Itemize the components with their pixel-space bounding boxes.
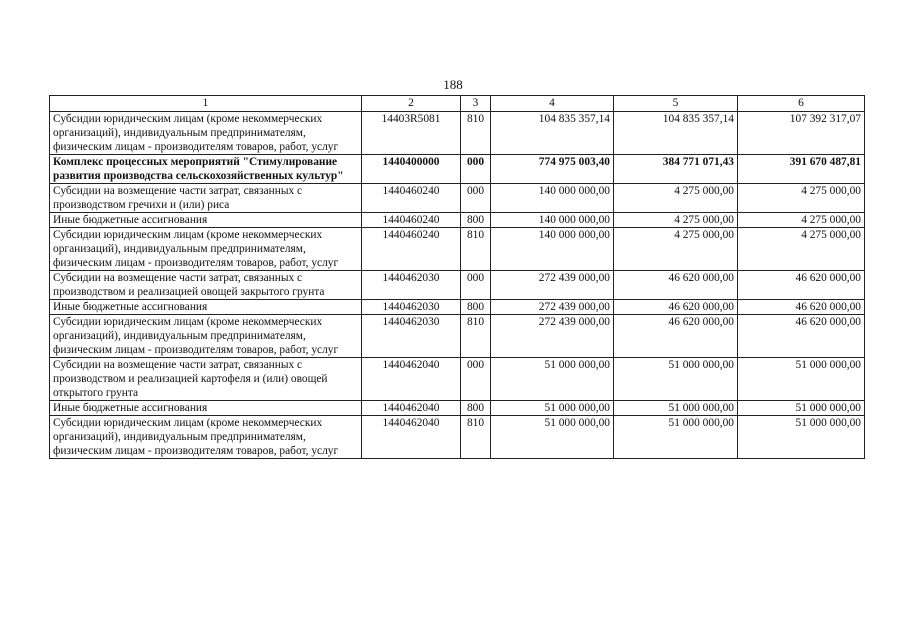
- row-expense-type: 000: [461, 184, 491, 213]
- row-code: 1440460240: [362, 228, 461, 271]
- row-amount-3: 51 000 000,00: [738, 358, 865, 401]
- table-row: [50, 184, 865, 213]
- row-amount-3: 107 392 317,07: [738, 112, 865, 155]
- page-number: 188: [443, 77, 463, 92]
- row-name: Комплекс процессных мероприятий "Стимулирование развития производства сельскохозяйственных культур": [50, 155, 362, 184]
- row-name: Субсидии юридическим лицам (кроме некоммерческих организаций), индивидуальным предпринимателям, физическим лицам - производителям товаров, работ, услуг: [50, 228, 362, 271]
- row-amount-1: 51 000 000,00: [491, 416, 614, 459]
- table-row: [50, 358, 865, 401]
- row-amount-3: 46 620 000,00: [738, 315, 865, 358]
- row-name: Субсидии юридическим лицам (кроме некоммерческих организаций), индивидуальным предпринимателям, физическим лицам - производителям товаров, работ, услуг: [50, 112, 362, 155]
- row-amount-2: 4 275 000,00: [614, 228, 738, 271]
- row-name: Субсидии юридическим лицам (кроме некоммерческих организаций), индивидуальным предпринимателям, физическим лицам - производителям товаров, работ, услуг: [50, 416, 362, 459]
- row-name: Субсидии на возмещение части затрат, связанных с производством гречихи и (или) риса: [50, 184, 362, 213]
- row-amount-1: 774 975 003,40: [491, 155, 614, 184]
- row-amount-2: 51 000 000,00: [614, 358, 738, 401]
- row-amount-3: 46 620 000,00: [738, 271, 865, 300]
- row-amount-1: 51 000 000,00: [491, 358, 614, 401]
- table-row: [50, 213, 865, 228]
- table-row: [50, 271, 865, 300]
- row-name: Иные бюджетные ассигнования: [50, 213, 362, 228]
- row-amount-1: 140 000 000,00: [491, 184, 614, 213]
- row-amount-3: 51 000 000,00: [738, 416, 865, 459]
- row-amount-3: 51 000 000,00: [738, 401, 865, 416]
- row-code: 1440462030: [362, 315, 461, 358]
- row-name: Иные бюджетные ассигнования: [50, 300, 362, 315]
- row-expense-type: 800: [461, 213, 491, 228]
- table-body: [50, 112, 865, 459]
- row-expense-type: 000: [461, 271, 491, 300]
- row-expense-type: 810: [461, 315, 491, 358]
- budget-table: [49, 95, 865, 459]
- row-name: Субсидии на возмещение части затрат, связанных с производством и реализацией картофеля и (или) овощей открытого грунта: [50, 358, 362, 401]
- table-row: [50, 401, 865, 416]
- row-code: 1440460240: [362, 184, 461, 213]
- row-amount-3: 391 670 487,81: [738, 155, 865, 184]
- column-header: 4: [491, 96, 614, 112]
- row-amount-1: 272 439 000,00: [491, 271, 614, 300]
- row-code: 1440462040: [362, 416, 461, 459]
- row-amount-1: 104 835 357,14: [491, 112, 614, 155]
- row-amount-2: 384 771 071,43: [614, 155, 738, 184]
- row-name: Иные бюджетные ассигнования: [50, 401, 362, 416]
- row-amount-2: 46 620 000,00: [614, 315, 738, 358]
- row-expense-type: 000: [461, 155, 491, 184]
- column-header: 5: [614, 96, 738, 112]
- table-row: [50, 228, 865, 271]
- row-amount-3: 4 275 000,00: [738, 228, 865, 271]
- row-code: 1440462040: [362, 401, 461, 416]
- row-name: Субсидии юридическим лицам (кроме некоммерческих организаций), индивидуальным предпринимателям, физическим лицам - производителям товаров, работ, услуг: [50, 315, 362, 358]
- column-header: 3: [461, 96, 491, 112]
- row-amount-2: 46 620 000,00: [614, 300, 738, 315]
- table-row: [50, 315, 865, 358]
- row-amount-1: 51 000 000,00: [491, 401, 614, 416]
- row-code: 1440462030: [362, 300, 461, 315]
- table-row: [50, 300, 865, 315]
- column-header: 1: [50, 96, 362, 112]
- row-code: 1440462040: [362, 358, 461, 401]
- row-amount-1: 140 000 000,00: [491, 213, 614, 228]
- row-expense-type: 000: [461, 358, 491, 401]
- table-header-row: [50, 96, 865, 112]
- row-amount-1: 140 000 000,00: [491, 228, 614, 271]
- row-amount-1: 272 439 000,00: [491, 300, 614, 315]
- column-header: 2: [362, 96, 461, 112]
- table-row: [50, 416, 865, 459]
- row-expense-type: 800: [461, 401, 491, 416]
- row-expense-type: 800: [461, 300, 491, 315]
- table-row: [50, 112, 865, 155]
- column-header: 6: [738, 96, 865, 112]
- row-expense-type: 810: [461, 228, 491, 271]
- row-name: Субсидии на возмещение части затрат, связанных с производством и реализацией овощей закрытого грунта: [50, 271, 362, 300]
- row-code: 14403R5081: [362, 112, 461, 155]
- row-expense-type: 810: [461, 112, 491, 155]
- table-row: [50, 155, 865, 184]
- row-amount-3: 4 275 000,00: [738, 213, 865, 228]
- row-amount-2: 104 835 357,14: [614, 112, 738, 155]
- row-amount-3: 46 620 000,00: [738, 300, 865, 315]
- row-code: 1440460240: [362, 213, 461, 228]
- row-amount-1: 272 439 000,00: [491, 315, 614, 358]
- row-code: 1440462030: [362, 271, 461, 300]
- row-amount-2: 51 000 000,00: [614, 416, 738, 459]
- row-amount-2: 4 275 000,00: [614, 184, 738, 213]
- row-amount-3: 4 275 000,00: [738, 184, 865, 213]
- row-code: 1440400000: [362, 155, 461, 184]
- row-expense-type: 810: [461, 416, 491, 459]
- row-amount-2: 46 620 000,00: [614, 271, 738, 300]
- row-amount-2: 51 000 000,00: [614, 401, 738, 416]
- row-amount-2: 4 275 000,00: [614, 213, 738, 228]
